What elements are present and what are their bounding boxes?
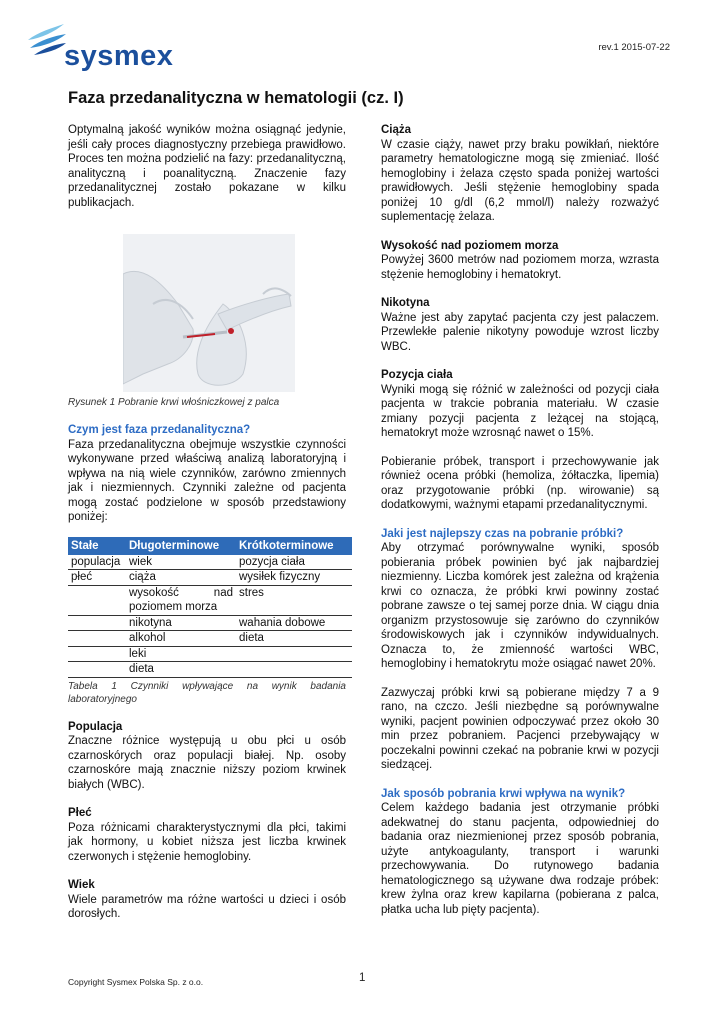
posture-section (381, 368, 659, 441)
footer-copyright: Copyright Sysmex Polska Sp. z o.o. (68, 977, 204, 987)
nicotine-text: Ważne jest aby zapytać pacjenta czy jest palaczem. Przewlekłe palenie nikotyny powoduje wzrost liczby WBC. (381, 311, 659, 353)
best-time-section (381, 527, 659, 672)
pregnancy-text: W czasie ciąży, nawet przy braku powikłań, niektóre parametry hematologiczne mogą się zmieniać. Ilość hemoglobiny i żelaza często spada poniżej wartości prawidłowych. Jeśli stężenie hemoglobiny spada poniżej 10 g/dl (6,2 mmol/l) należy rozważyć suplementację żelaza. (381, 138, 659, 223)
page-title: Faza przedanalityczna w hematologii (cz. I) (68, 89, 404, 107)
table-cell (236, 646, 352, 662)
table-cell: wysiłek fizyczny (236, 570, 352, 586)
pregnancy-section (381, 123, 659, 225)
sex-section (68, 806, 346, 864)
table-header-row (68, 537, 352, 555)
table-row (68, 646, 352, 662)
table-cell (68, 585, 126, 615)
best-time-heading: Jaki jest najlepszy czas na pobranie próbki? (381, 527, 624, 540)
table-caption: Tabela 1 Czynniki wpływające na wynik badania laboratoryjnego (68, 680, 346, 705)
table-cell (68, 615, 126, 631)
table-cell: dieta (236, 631, 352, 647)
table-row (68, 555, 352, 570)
best-time-text: Aby otrzymać porównywalne wyniki, sposób pobierania próbek powinien być jak najbardziej niezmienny. Liczba komórek jest zależna od krążenia krwi co oznacza, że próbki krwi powinny zostać pobrane zawsze o tej samej porze dnia. W ciągu dnia organizm przystosowuje się zarówno do czynników środowiskowych jak i czynników indywidualnych. Oznacza to, że zmienność wartości WBC, hemoglobiny i hematokrytu może osiągać nawet 20%. (381, 542, 659, 670)
left-column (68, 123, 346, 936)
what-is-preanalytical-text: Faza przedanalityczna obejmuje wszystkie czynności wykonywane przed właściwą analizą laboratoryjną i wpływa na nią wiele czynników, zarówno zmiennych jak i niezmiennych. Czynniki zależne od pacjenta mogą zostać podzielone w sposób przedstawiony poniżej: (68, 438, 346, 523)
nicotine-section (381, 296, 659, 354)
header-short-term: Krótkoterminowe (236, 537, 352, 555)
logo-wordmark: sysmex (64, 40, 174, 72)
table-cell: wiek (126, 555, 236, 570)
table-cell (68, 646, 126, 662)
table-cell: alkohol (126, 631, 236, 647)
sampling-section (381, 455, 659, 513)
method-section (381, 787, 659, 918)
table-row (68, 615, 352, 631)
table-cell: dieta (126, 662, 236, 678)
figure-caption: Rysunek 1 Pobranie krwi włośniczkowej z palca (68, 397, 280, 408)
method-heading: Jak sposób pobrania krwi wpływa na wynik? (381, 787, 626, 800)
factors-table (68, 537, 352, 678)
table-row (68, 570, 352, 586)
table-row (68, 585, 352, 615)
table-cell: stres (236, 585, 352, 615)
pregnancy-heading: Ciąża (381, 124, 412, 136)
table-cell: ciąża (126, 570, 236, 586)
revision-label: rev.1 2015-07-22 (598, 42, 670, 53)
timing-section (381, 686, 659, 773)
table-cell: wahania dobowe (236, 615, 352, 631)
table-cell (68, 631, 126, 647)
method-text: Celem każdego badania jest otrzymanie próbki adekwatnej do stanu pacjenta, odpowiedniej do badania oraz niezmienionej przez sposób pobrania, użyte antykoagulanty, transport i warunki przechowywania. Do rutynowego badania hematologicznego są używane dwa rodzaje próbek: krew żylna oraz krew kapilarna (pobierana z palca, płatka ucha lub pięty pacjenta). (381, 802, 659, 916)
table-row (68, 631, 352, 647)
table-cell: płeć (68, 570, 126, 586)
capillary-blood-sampling-photo (123, 234, 295, 392)
sex-text: Poza różnicami charakterystycznymi dla płci, takimi jak hormony, u kobiet niższa jest liczba krwinek czerwonych i stężenie hemoglobiny. (68, 821, 346, 863)
what-is-preanalytical-heading: Czym jest faza przedanalityczna? (68, 424, 251, 436)
table-cell: nikotyna (126, 615, 236, 631)
table-cell: populacja (68, 555, 126, 570)
population-heading: Populacja (68, 720, 123, 733)
age-text: Wiele parametrów ma różne wartości u dzieci i osób dorosłych. (68, 893, 346, 920)
timing-text: Zazwyczaj próbki krwi są pobierane między 7 a 9 rano, na czczo. Jeśli niezbędne są porównywalne wyniki, pacjent powinien odpoczywać przez około 30 min przez pobraniem. Pacjenci przebywający w poczekalni powinni czekać na pobranie krwi w pozycji siedzącej. (381, 686, 659, 771)
age-section (68, 878, 346, 922)
right-column (381, 123, 659, 931)
age-heading: Wiek (68, 879, 95, 891)
sysmex-logo (26, 22, 176, 74)
table-cell: pozycja ciała (236, 555, 352, 570)
altitude-heading: Wysokość nad poziomem morza (381, 239, 559, 252)
posture-text: Wyniki mogą się różnić w zależności od pozycji ciała pacjenta w trakcie pobrania materiału. W czasie zmiany pozycji pacjenta z leżącej na stojącą, hematokryt może wzrosnąć nawet o 15%. (381, 383, 659, 439)
table-cell (68, 662, 126, 678)
sampling-text: Pobieranie próbek, transport i przechowywanie jak również ocena próbki (hemoliza, żółtaczka, lipemia) oraz przygotowanie próbki (np. wirowanie) są dodatkowymi, ważnymi etapami przedanalitycznymi. (381, 455, 659, 511)
population-section (68, 720, 346, 793)
header-long-term: Długoterminowe (126, 537, 236, 555)
page-number: 1 (359, 972, 366, 984)
population-text: Znaczne różnice występują u obu płci u osób czarnoskórych oraz populacji białej. Np. osoby czarnoskóre mają znacznie niższy poziom krwinek białych (WBC). (68, 735, 346, 791)
intro-paragraph: Optymalną jakość wyników można osiągnąć jedynie, jeśli cały proces diagnostyczny przebiega prawidłowo. Proces ten można podzielić na fazy: przedanalityczną, analityczną i poanalityczną. Znaczenie fazy przedanalitycznej zostało pokazane w kilku publikacjach. (68, 124, 346, 209)
logo-swoosh-icon (26, 22, 66, 56)
altitude-section (381, 239, 659, 283)
nicotine-heading: Nikotyna (381, 297, 430, 309)
header-constant: Stałe (68, 537, 126, 555)
altitude-text: Powyżej 3600 metrów nad poziomem morza, wzrasta stężenie hemoglobiny i hematokryt. (381, 254, 659, 281)
table-cell (236, 662, 352, 678)
table-cell: leki (126, 646, 236, 662)
table-row (68, 662, 352, 678)
posture-heading: Pozycja ciała (381, 369, 453, 381)
table-cell: wysokość nad poziomem morza (126, 585, 236, 615)
sex-heading: Płeć (68, 807, 92, 819)
